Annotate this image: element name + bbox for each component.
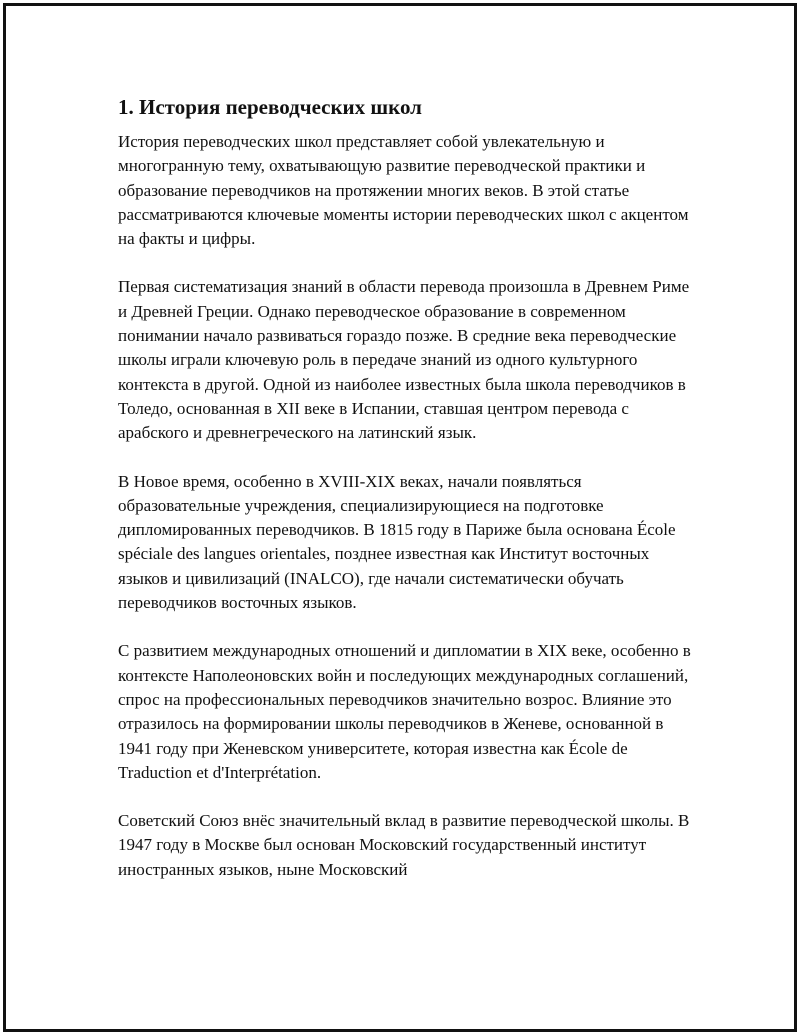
paragraph-nineteenth-century: С развитием международных отношений и дипломатии в XIX веке, особенно в контексте Наполеоновских войн и последующих международных соглашений, спрос на профессиональных переводчиков значительно возрос. Влияние это отразилось на формировании школы переводчиков в Женеве, основанной в 1941 году при Женевском университете, которая известна как École de Traduction et d'Interprétation.	[118, 641, 691, 782]
paragraph-intro: История переводческих школ представляет собой увлекательную и многогранную тему, охватывающую развитие переводческой практики и образование переводчиков на протяжении многих веков. В этой статье рассматриваются ключевые моменты истории переводческих школ с акцентом на факты и цифры.	[118, 132, 689, 249]
paragraph-soviet-union: Советский Союз внёс значительный вклад в развитие переводческой школы. В 1947 году в Москве был основан Московский государственный институт иностранных языков, ныне Московский	[118, 811, 690, 879]
document-body	[118, 94, 698, 906]
paragraph-ancient-medieval: Первая систематизация знаний в области перевода произошла в Древнем Риме и Древней Греции. Однако переводческое образование в современном понимании начало развиваться гораздо позже. В средние века переводческие школы играли ключевую роль в передаче знаний из одного культурного контекста в другой. Одной из наиболее известных была школа переводчиков в Толедо, основанная в XII веке в Испании, ставшая центром перевода с арабского и древнегреческого на латинский язык.	[118, 277, 690, 443]
section-heading: 1. История переводческих школ	[118, 95, 422, 119]
paragraph-modern-era: В Новое время, особенно в XVIII-XIX веках, начали появляться образовательные учреждения, специализирующиеся на подготовке дипломированных переводчиков. В 1815 году в Париже была основана École spéciale des langues orientales, позднее известная как Институт восточных языков и цивилизаций (INALCO), где начали систематически обучать переводчиков восточных языков.	[118, 471, 676, 613]
